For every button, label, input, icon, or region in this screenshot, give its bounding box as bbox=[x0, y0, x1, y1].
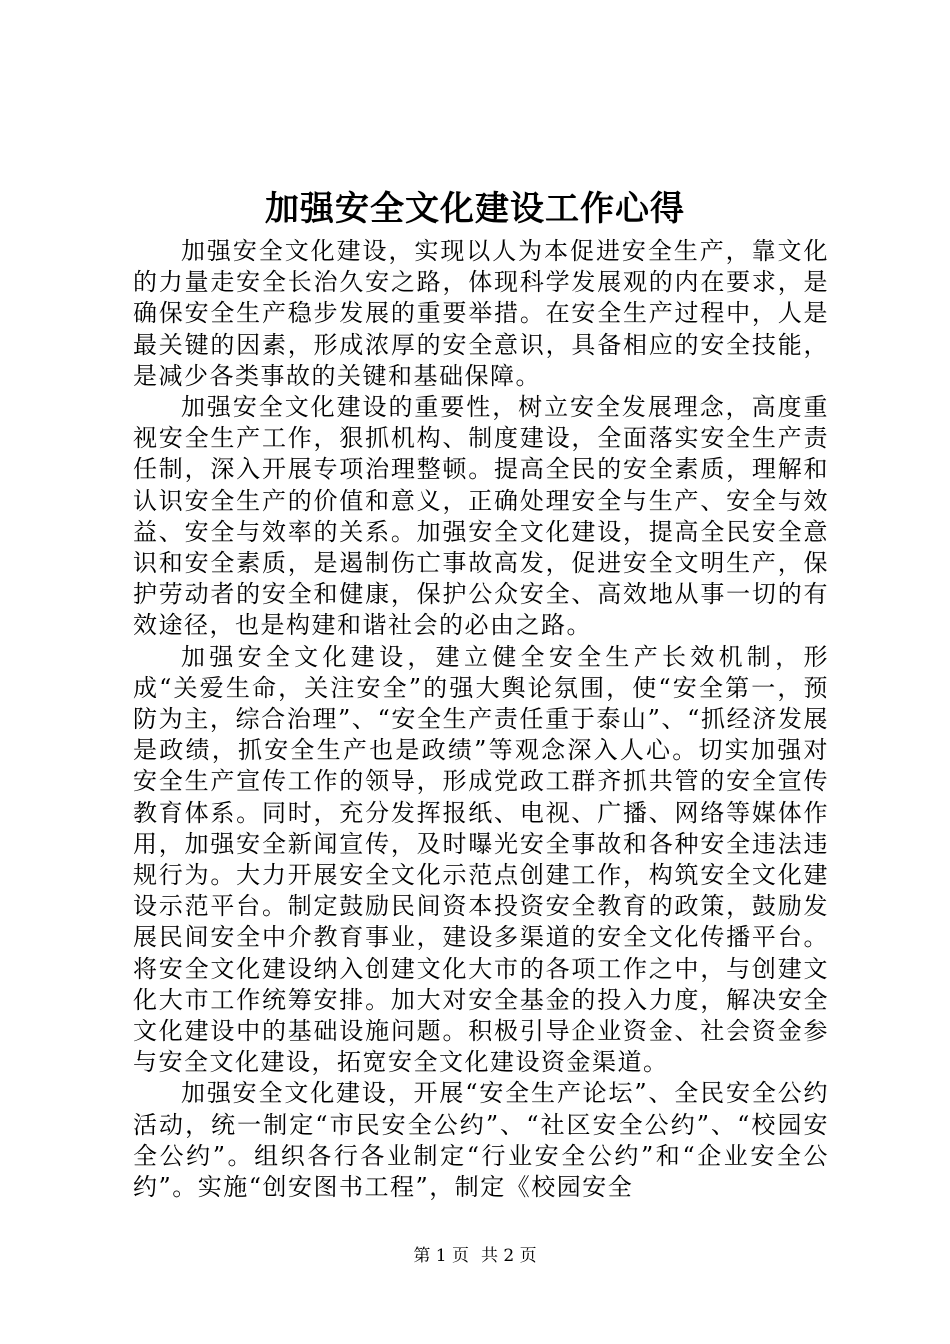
paragraph-2: 加强安全文化建设的重要性，树立安全发展理念，高度重视安全生产工作，狠抓机构、制度建设，全面落实安全生产责任制，深入开展专项治理整顿。提高全民的安全素质，理解和认识安全生产的价值和意义，正确处理安全与生产、安全与效益、安全与效率的关系。加强安全文化建设，提高全民安全意识和安全素质，是遏制伤亡事故高发，促进安全文明生产，保护劳动者的安全和健康，保护公众安全、高效地从事一切的有效途径，也是构建和谐社会的必由之路。 bbox=[133, 393, 829, 640]
paragraph-4: 加强安全文化建设，开展“安全生产论坛”、全民安全公约活动，统一制定“市民安全公约”、“社区安全公约”、“校园安全公约”。组织各行各业制定“行业安全公约”和“企业安全公约”。实施“创安图书工程”，制定《校园安全 bbox=[133, 1079, 829, 1202]
page-footer bbox=[0, 1244, 950, 1268]
page-number: 第 1 页 bbox=[413, 1246, 469, 1266]
paragraph-3: 加强安全文化建设，建立健全安全生产长效机制，形成“关爱生命，关注安全”的强大舆论氛围，使“安全第一，预防为主，综合治理”、“安全生产责任重于泰山”、“抓经济发展是政绩，抓安全生产也是政绩”等观念深入人心。切实加强对安全生产宣传工作的领导，形成党政工群齐抓共管的安全宣传教育体系。同时，充分发挥报纸、电视、广播、网络等媒体作用，加强安全新闻宣传，及时曝光安全事故和各种安全违法违规行为。大力开展安全文化示范点创建工作，构筑安全文化建设示范平台。制定鼓励民间资本投资安全教育的政策，鼓励发展民间安全中介教育事业，建设多渠道的安全文化传播平台。将安全文化建设纳入创建文化大市的各项工作之中，与创建文化大市工作统筹安排。加大对安全基金的投入力度，解决安全文化建设中的基础设施问题。积极引导企业资金、社会资金参与安全文化建设，拓宽安全文化建设资金渠道。 bbox=[133, 642, 829, 1077]
paragraph-1: 加强安全文化建设，实现以人为本促进安全生产，靠文化的力量走安全长治久安之路，体现科学发展观的内在要求，是确保安全生产稳步发展的重要举措。在安全生产过程中，人是最关键的因素，形成浓厚的安全意识，具备相应的安全技能，是减少各类事故的关键和基础保障。 bbox=[133, 237, 829, 390]
document-body bbox=[133, 236, 829, 1203]
document-title: 加强安全文化建设工作心得 bbox=[265, 189, 685, 229]
page-total: 共 2 页 bbox=[481, 1246, 537, 1266]
